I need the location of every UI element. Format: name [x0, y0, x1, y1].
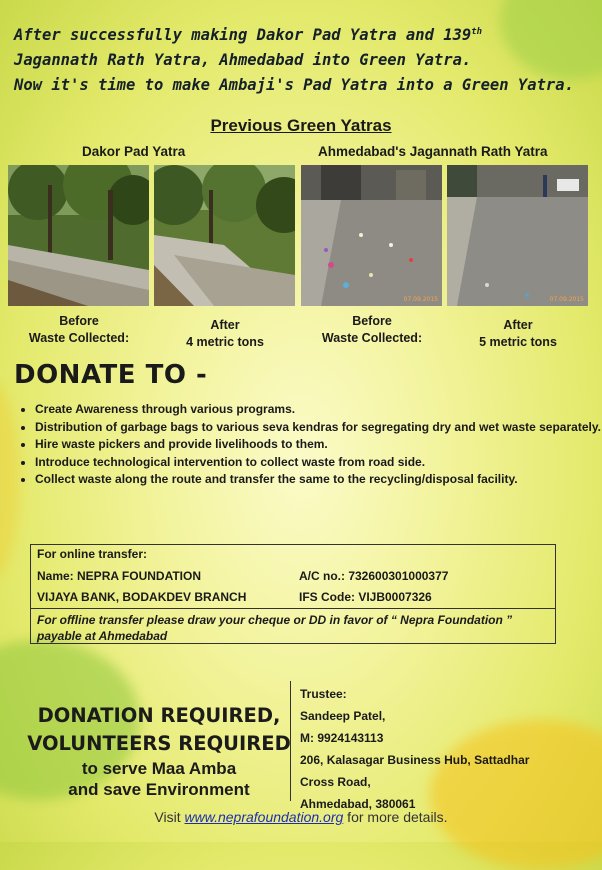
ifsc-code: IFS Code: VIJB0007326: [299, 590, 432, 604]
caption-line: Before: [59, 314, 99, 328]
footer: [0, 809, 602, 825]
list-item: • Collect waste along the route and transfer the same to the recycling/disposal facility.: [35, 471, 602, 489]
header-line-1-text: After successfully making Dakor Pad Yatra and 139: [14, 26, 472, 45]
website-link[interactable]: www.neprafoundation.org: [184, 809, 344, 825]
photo-dakor-before: [8, 165, 149, 306]
header-text: [14, 20, 592, 98]
trustee-heading: Trustee:: [300, 687, 347, 701]
caption-ahmedabad-after: [445, 317, 591, 351]
header-line-1: [14, 20, 592, 48]
caption-dakor-after: [152, 317, 298, 351]
caption-line: 4 metric tons: [186, 335, 264, 349]
dakor-group-title: Dakor Pad Yatra: [82, 144, 186, 159]
header-line-3: Now it's time to make Ambaji's Pad Yatra into a Green Yatra.: [14, 76, 574, 95]
trustee-address-line: Ahmedabad, 380061: [300, 797, 416, 811]
volunteers-required-text: VOLUNTEERS REQUIRED: [27, 732, 291, 755]
account-number: A/C no.: 732600301000377: [299, 569, 449, 583]
donate-list: [18, 401, 602, 489]
divider: [290, 681, 291, 801]
online-transfer-heading: For online transfer:: [37, 547, 148, 561]
photo-date-stamp: 07.09.2015: [403, 296, 438, 303]
caption-line: 5 metric tons: [479, 335, 557, 349]
trustee-mobile: M: 9924143113: [300, 731, 384, 745]
bank-branch: VIJAYA BANK, BODAKDEV BRANCH: [37, 590, 247, 604]
trustee-address-line: Cross Road,: [300, 775, 371, 789]
trustee-address-line: 206, Kalasagar Business Hub, Sattadhar: [300, 753, 530, 767]
header-superscript: th: [471, 27, 483, 37]
caption-line: Waste Collected:: [28, 331, 130, 345]
list-item: • Distribution of garbage bags to various seva kendras for segregating dry and wet waste separately.: [35, 419, 602, 437]
donation-required-text: DONATION REQUIRED,: [37, 704, 281, 727]
caption-line: After: [503, 318, 533, 332]
donate-title: DONATE TO -: [14, 360, 208, 390]
divider: [31, 608, 555, 609]
header-line-2: Jagannath Rath Yatra, Ahmedabad into Green Yatra.: [14, 51, 472, 70]
list-item: • Introduce technological intervention to collect waste from road side.: [35, 454, 602, 472]
trustee-name: Sandeep Patel,: [300, 709, 386, 723]
caption-line: After: [210, 318, 240, 332]
photo-ahmedabad-before: [301, 165, 442, 306]
list-item: • Hire waste pickers and provide livelihoods to them.: [35, 436, 602, 454]
save-environment-text: and save Environment: [68, 780, 250, 799]
bank-details-box: [30, 544, 556, 644]
caption-line: Waste Collected:: [321, 331, 423, 345]
caption-ahmedabad-before: [299, 313, 445, 347]
account-name: Name: NEPRA FOUNDATION: [37, 569, 202, 583]
serve-text: to serve Maa Amba: [81, 759, 237, 778]
caption-line: Before: [352, 314, 392, 328]
ahmedabad-group-title: Ahmedabad's Jagannath Rath Yatra: [318, 144, 548, 159]
list-item: • Create Awareness through various programs.: [35, 401, 602, 419]
footer-suffix: for more details.: [343, 809, 448, 825]
offline-transfer-note: For offline transfer please draw your cheque or DD in favor of “ Nepra Foundation ” payable at Ahmedabad: [37, 613, 513, 643]
footer-prefix: Visit: [154, 809, 185, 825]
appeal-text: [24, 702, 294, 800]
yellow-splash-decoration: [0, 380, 20, 580]
photo-date-stamp: 07.09.2015: [549, 296, 584, 303]
photo-dakor-after: [154, 165, 295, 306]
previous-yatras-title: Previous Green Yatras: [210, 116, 392, 135]
caption-dakor-before: [6, 313, 152, 347]
trustee-contact: [300, 683, 560, 815]
photo-ahmedabad-after: [447, 165, 588, 306]
